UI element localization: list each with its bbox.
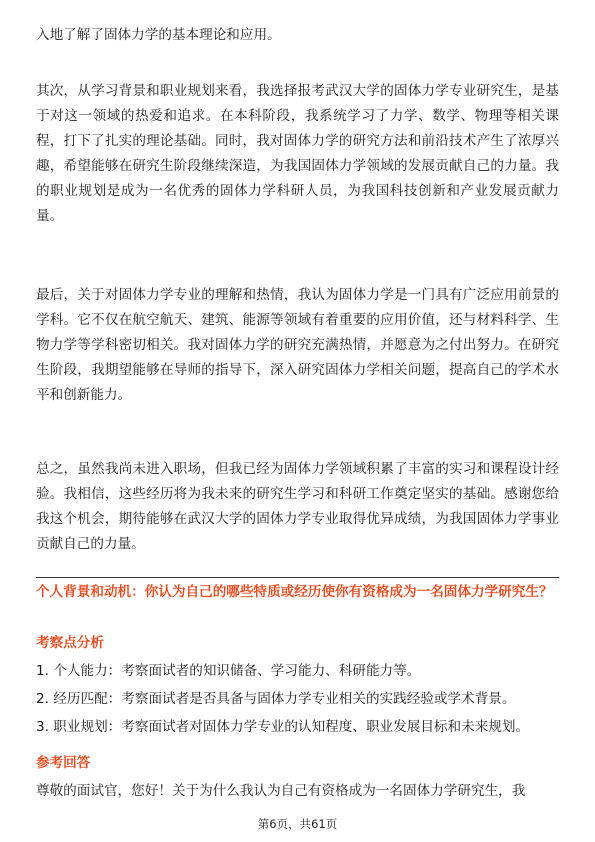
answer-text: 尊敬的面试官，您好！关于为什么我认为自己有资格成为一名固体力学研究生，我 xyxy=(36,783,526,799)
paragraph-conclusion: 总之，虽然我尚未进入职场，但我已经为固体力学领域积累了丰富的实习和课程设计经验。我相信，这些经历将为我未来的研究生学习和科研工作奠定坚实的基础。感谢您给我这个机会，期待能够在武汉大学的固体力学专业取得优异成绩，为我国固体力学事业贡献自己的力量。 xyxy=(36,461,559,552)
page-footer: 第6页，共61页 xyxy=(257,817,338,831)
paragraph-passion: 最后，关于对固体力学专业的理解和热情，我认为固体力学是一门具有广泛应用前景的学科。它不仅在航空航天、建筑、能源等领域有着重要的应用价值，还与材料科学、生物力学等学科密切相关。我对固体力学的研究充满热情，并愿意为之付出努力。在研究生阶段，我期望能够在导师的指导下，深入研究固体力学相关问题，提高自己的学术水平和创新能力。 xyxy=(36,287,559,403)
analysis-item: 3. 职业规划：考察面试者对固体力学专业的认知程度、职业发展目标和未来规划。 xyxy=(36,719,530,735)
analysis-title: 考察点分析 xyxy=(36,635,104,651)
question-heading: 个人背景和动机：你认为自己的哪些特质或经历使你有资格成为一名固体力学研究生？ xyxy=(36,584,553,600)
analysis-item: 2. 经历匹配：考察面试者是否具备与固体力学专业相关的实践经验或学术背景。 xyxy=(36,691,516,707)
answer-title: 参考回答 xyxy=(36,755,91,771)
section-divider xyxy=(36,577,559,578)
analysis-item: 1. 个人能力：考察面试者的知识储备、学习能力、科研能力等。 xyxy=(36,663,421,679)
paragraph-continuation: 入地了解了固体力学的基本理论和应用。 xyxy=(36,27,281,43)
paragraph-background: 其次，从学习背景和职业规划来看，我选择报考武汉大学的固体力学专业研究生，是基于对这一领域的热爱和追求。在本科阶段，我系统学习了力学、数学、物理等相关课程，打下了扎实的理论基础。同时，我对固体力学的研究方法和前沿技术产生了浓厚兴趣，希望能够在研究生阶段继续深造，为我国固体力学领域的发展贡献自己的力量。我的职业规划是成为一名优秀的固体力学科研人员，为我国科技创新和产业发展贡献力量。 xyxy=(36,83,559,224)
